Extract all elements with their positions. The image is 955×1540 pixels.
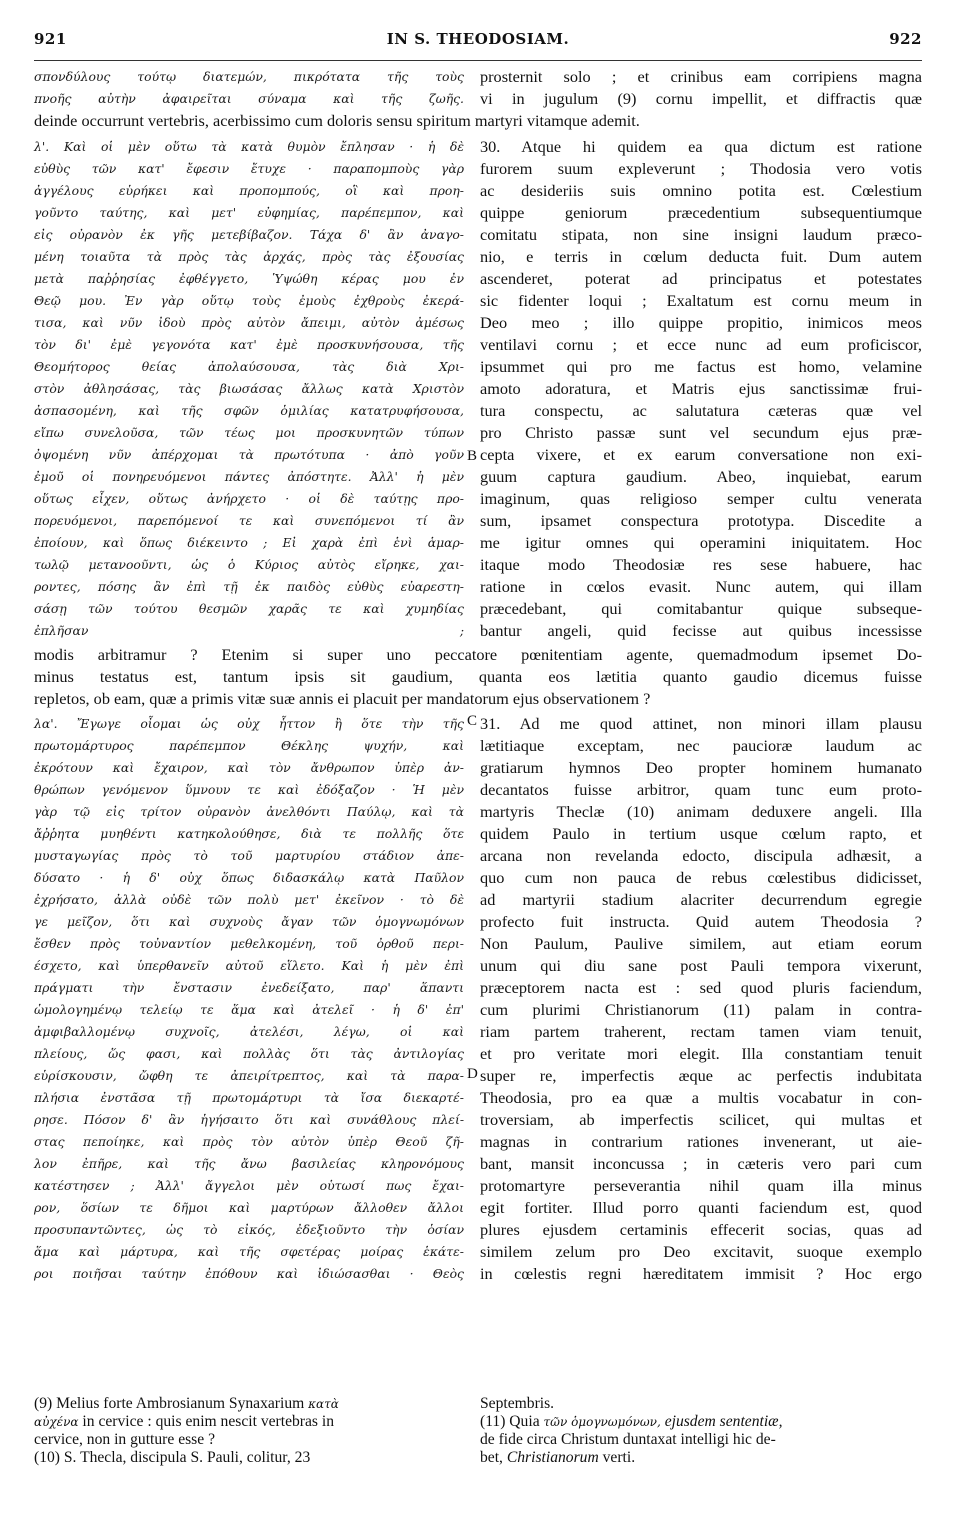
greek-line: δύσατο · ἡ δ' οὐχ ὅπως διδασκάλῳ κατὰ Παῦλον [34, 870, 464, 885]
greek-line: πνοῆς αὐτὴν ἀφαιρεῖται σύναμα καὶ τῆς ζωῆς. [34, 91, 464, 106]
latin-line: decantatos fuisse arbitror, quam tunc eum proto- [480, 780, 922, 799]
latin-line: tura conspectu, ac salutatura cæteras quæ vel [480, 401, 922, 420]
greek-line: λα'. Ἔγωγε οἶομαι ὡς οὐχ ἧττον ἢ ὅτε τὴν τῆς [34, 716, 464, 731]
footnote-11-cont: de fide circa Christum duntaxat intelligi hic de- [480, 1431, 776, 1448]
spanning-block-2 [34, 644, 922, 710]
greek-line: εἰς οὐρανὸν ἐκ γῆς μετεβίβαζον. Τάχα δ' ἂν ἀναγο- [34, 227, 464, 242]
page-number-right: 922 [889, 30, 922, 48]
latin-line: præceptorem nacta est : sed quod pluris faciendum, [480, 978, 922, 997]
greek-line: ἀσπασομένη, καὶ τῆς σφῶν ὁμιλίας κατατρυφήσουσα, [34, 403, 464, 418]
greek-line: σπονδύλους τούτῳ διατεμών, πικρότατα τῆς τοὺς [34, 69, 464, 84]
latin-top-block [480, 66, 922, 110]
latin-line: in cœlestis regni hæreditatem immisit ? Hoc ergo [480, 1264, 922, 1283]
latin-line: quippe geniorum præcedentium subsequentiumque [480, 203, 922, 222]
latin-line: nio, e terris in cœlum deducta fuit. Dum autem [480, 247, 922, 266]
latin-line: me igitur omnes qui operamini iniquitatem. Hoc [480, 533, 922, 552]
latin-line: arcana non revelanda edocto, discipula adhæsit, a [480, 846, 922, 865]
greek-line: ἐχρήσατο, ἀλλὰ οὐδὲ τῶν πολὺ μετ' ἐκεῖνον · τὸ δὲ [34, 892, 464, 907]
latin-line: egit fortiter. Illud porro quanti faciendum est, quod [480, 1198, 922, 1217]
greek-line: ὡμολογημένῳ τελείῳ τε ἅμα καὶ ἀτελεῖ · ἡ δ' ἐπ' [34, 1002, 464, 1017]
latin-line: imaginum, quas religioso semper cultu venerata [480, 489, 922, 508]
latin-section-31 [480, 713, 922, 1285]
greek-line: γε μεῖζον, ὅτι καὶ συχνοὺς ἄγαν τῶν ὁμογνωμόνων [34, 914, 464, 929]
latin-line: Non Paulum, Paulive similem, aut etiam eorum [480, 934, 922, 953]
greek-line: ρησε. Πόσον δ' ἂν ἡγήσαιτο ὅτι καὶ συνάθλους πλεί- [34, 1112, 464, 1127]
greek-line: στας πεποίηκε, καὶ πρὸς τὸν αὐτὸν ὑπὲρ Θεοῦ ζῆ- [34, 1134, 464, 1149]
header-rule [34, 60, 922, 61]
greek-line: γοῦντο ταύτης, καὶ μετ' εὐφημίας, παρέπεμπον, καὶ [34, 205, 464, 220]
greek-line: ἔσθεν πρὸς τοὐναντίον μεθελκομένη, τοῦ ὀρθοῦ περι- [34, 936, 464, 951]
latin-line: quo cum non pauca de rebus cœlestibus didicisset, [480, 868, 922, 887]
greek-line: ἅμα καὶ μάρτυρα, καὶ τῆς σφετέρας μοίρας ἑκάτε- [34, 1244, 464, 1259]
footnote-11-end: bet, Christianorum verti. [480, 1449, 636, 1466]
running-title: IN S. THEODOSIAM. [386, 30, 570, 48]
span-line: minus testatus est, tantum ipsis sit gaudium, quanta eos lætitia quanto gaudio dicemus fuisse [34, 667, 922, 686]
footnote-10: (10) S. Thecla, discipula S. Pauli, colitur, 23 [34, 1449, 311, 1466]
greek-line: ἐπλῆσαν ; [34, 623, 464, 638]
greek-line: ἐμοῦ οἱ πονηρευόμενοι πάντες ἀπόστητε. Ἀλλ' ἡ μὲν [34, 469, 464, 484]
latin-line: ac desideriis suis omnino potita est. Cœlestium [480, 181, 922, 200]
latin-line: unum qui diu sane post Pauli tempora vixerunt, [480, 956, 922, 975]
latin-line: 30. Atque hi quidem ea qua dictum est ratione [480, 137, 922, 156]
latin-line: pro Christo passæ sunt vel secundum ejus præ- [480, 423, 922, 442]
greek-line: σάσῃ τῶν τούτου θεσμῶν χαρᾶς τε καὶ χυμηδίας [34, 601, 464, 616]
greek-section-31 [34, 713, 464, 1285]
latin-line: Theodosia, pro ea quæ a multis vocabatur in con- [480, 1088, 922, 1107]
latin-line: Deo meo ; illo quippe propitio, inimicos meos [480, 313, 922, 332]
greek-line: τωλῷ μετανοοῦντι, ὡς ὁ Κύριος αὐτὸς εἴρηκε, χαι- [34, 557, 464, 572]
greek-section-30 [34, 136, 464, 642]
latin-line: super re, imperfectis æque ac perfectis indubitata [480, 1066, 922, 1085]
latin-line: furorem suum expleverunt ; Thodosia vero votis [480, 159, 922, 178]
greek-line: θρώπων γενόμενον ὕμνουν τε καὶ ἐδόξαζον · Ἡ μὲν [34, 782, 464, 797]
latin-line: vi in jugulum (9) cornu impellit, et diffractis quæ [480, 89, 922, 108]
greek-line: πράγματι τὴν ἔνστασιν ἐνεδείξατο, παρ' ἅπαντι [34, 980, 464, 995]
greek-line: ροντες, πόσης ἂν ἐπὶ τῇ ἐκ παιδὸς εὐθὺς εὐαρεστη- [34, 579, 464, 594]
latin-line: cum plurimi Christianorum (11) palam in contra- [480, 1000, 922, 1019]
greek-line: τὸν δι' ἐμὲ γεγονότα κατ' ἐμὲ προσκυνήσουσα, τῆς [34, 337, 464, 352]
margin-marker-c: C [467, 713, 478, 729]
latin-line: magnas in contrarium rationes invenerant, ut aie- [480, 1132, 922, 1151]
greek-line: ὀψομένη νῦν ἀπέρχομαι τὰ πρωτότυπα · ἀπὸ γοῦν [34, 447, 464, 462]
span-line: modis arbitramur ? Etenim si super uno peccatore pœnitentiam agente, quemadmodum ipsemet Do- [34, 645, 922, 664]
footnote-9: (9) Melius forte Ambrosianum Synaxarium κατὰ [34, 1395, 339, 1412]
span-line: repletos, ob eam, quæ a primis vitæ suæ annis ei placuit per mandatorum ejus observationem ? [34, 689, 651, 708]
greek-line: ἄῤῥητα μυηθέντι κατηκολούθησε, διὰ τε πολλῆς ὅτε [34, 826, 464, 841]
latin-line: et pro veritate mori elegit. Illa constantiam tenuit [480, 1044, 922, 1063]
latin-line: riam partem traherent, rectam tamen viam tenuit, [480, 1022, 922, 1041]
greek-line: ἐκρότουν καὶ ἔχαιρον, καὶ τὸν ἄνθρωπον ὑπὲρ ἀν- [34, 760, 464, 775]
greek-line: έσχετο, καὶ ὑπερθανεῖν αὐτοῦ εἵλετο. Καὶ ἡ μὲν ἐπὶ [34, 958, 464, 973]
latin-line: troversiam, ab imperfectis scilicet, qui multas et [480, 1110, 922, 1129]
page-number-left: 921 [34, 30, 67, 48]
running-header [34, 30, 922, 54]
latin-section-30 [480, 136, 922, 642]
greek-line: ἐποίουν, καὶ ὅπως διέκειντο ; Εἰ χαρὰ ἐπὶ ἑνὶ ἁμαρ- [34, 535, 464, 550]
greek-line: πλήσια ἐνστᾶσα τῇ πρωτομάρτυρι τὰ ἴσα διεκαρτέ- [34, 1090, 464, 1105]
latin-line: præcedebant, qui comitabantur quique subseque- [480, 599, 922, 618]
latin-line: lætitiaque exceptam, nec paucioræ laudum ac [480, 736, 922, 755]
margin-marker-b: B [467, 448, 478, 464]
latin-line: similem zelum pro Deo excitavit, suoque exemplo [480, 1242, 922, 1261]
latin-line: sum, ipsamet conspectura prototypa. Discedite a [480, 511, 922, 530]
greek-line: μένη τοιαῦτα τὰ πρὸς τὰς ἀρχάς, πρὸς τὰς ἐξουσίας [34, 249, 464, 264]
greek-line: λον ἐπῆρε, καὶ τῆς ἄνω βασιλείας κληρονόμους [34, 1156, 464, 1171]
footnote-9-cont: αὐχένα in cervice : quis enim nescit vertebras in [34, 1413, 335, 1430]
latin-line: ascenderet, poterat ad principatus et potestates [480, 269, 922, 288]
greek-line: οὕτως εἶχεν, οὕτως ἀνήρχετο · οἱ δὲ ταύτῃς προ- [34, 491, 464, 506]
greek-line: ροι ποιῆσαι ταύτην ἐπόθουν καὶ ἰδιώσασθαι · Θεὸς [34, 1266, 464, 1281]
greek-line: πορευόμενοι, παρεπόμενοί τε καὶ συνεπόμενοι τί ἂν [34, 513, 464, 528]
latin-line: amoto adoratura, et Matris ejus sanctissimæ frui- [480, 379, 922, 398]
greek-line: προσυπαντῶντες, ὡς τὸ εἰκός, ἐδεξιοῦντο τὴν ὁσίαν [34, 1222, 464, 1237]
latin-line: bantur angeli, quid fecisse aut quibus incessisse [480, 621, 922, 640]
footnotes-right [480, 1395, 922, 1467]
greek-line: γὰρ τῷ εἰς τρίτον οὐρανὸν ἀνελθόντι Παύλῳ, καὶ τὰ [34, 804, 464, 819]
greek-line: εὐθὺς τῶν κατ' ἔφεσιν ἔτυχε · παραπομποὺς γὰρ [34, 161, 464, 176]
greek-line: λ'. Καὶ οἱ μὲν οὕτω τὰ κατὰ θυμὸν ἔπλησαν · ἡ δὲ [34, 139, 464, 154]
latin-line: cepta vixere, et ex earum conversatione non exi- [480, 445, 922, 464]
latin-line: 31. Ad me quod attinet, non minori illam plausu [480, 714, 922, 733]
greek-line: Θεομήτορος θείας ἀπολαύσουσα, τὰς διὰ Χρι- [34, 359, 464, 374]
footnote-11: (11) Quia τῶν ὁμογνωμόνων, ejusdem sententiæ, [480, 1413, 783, 1430]
latin-line: gratiarum hymnos Deo propter hominem humanato [480, 758, 922, 777]
greek-line: μυσταγωγίας πρὸς τὸ τοῦ μαρτυρίου στάδιον ἀπε- [34, 848, 464, 863]
greek-line: εἴπω συνελοῦσα, τῶν τέως μοι προσκυνητῶν τύπων [34, 425, 464, 440]
footnote-9-end: cervice, non in gutture esse ? [34, 1431, 215, 1448]
latin-line: quidem Paulo in tertium usque cœlum rapto, et [480, 824, 922, 843]
footnote-10-end: Septembris. [480, 1395, 555, 1412]
greek-line: Θεῷ μου. Ἐν γὰρ οὕτῳ τοὺς ἐμοὺς ἐχθροὺς ἐκερά- [34, 293, 464, 308]
latin-line: protomartyre perseverantia nihil quam illa minus [480, 1176, 922, 1195]
greek-line: εὑρίσκουσιν, ὤφθη τε ἀπειρίτρεπτος, καὶ τὰ παρα- [34, 1068, 464, 1083]
greek-line: τισα, καὶ νῦν ἰδοὺ πρὸς αὐτὸν ἄπειμι, αὐτὸν ἀμέσως [34, 315, 464, 330]
margin-marker-d: D [467, 1066, 478, 1082]
latin-line: prosternit solo ; et crinibus eam corripiens magna [480, 67, 922, 86]
latin-line: bant, mansit inconcussa ; in cæteris vero pari cum [480, 1154, 922, 1173]
latin-line: ratione in cœlos evasit. Nunc autem, qui illam [480, 577, 922, 596]
spanning-line-1: deinde occurrunt vertebris, acerbissimo cum doloris sensu spiritum martyri vitamque ademit. [34, 111, 640, 130]
greek-line: πρωτομάρτυρος παρέπεμπον Θέκλης ψυχήν, καὶ [34, 738, 464, 753]
footnotes-left [34, 1395, 464, 1467]
latin-line: ventilavi cornu ; et ecce nunc ad eum proficiscor, [480, 335, 922, 354]
greek-line: πλείους, ὥς φασι, καὶ πολλὰς ὅτι τὰς ἀντιλογίας [34, 1046, 464, 1061]
latin-line: plures ejusdem certaminis effecerit socias, quas ad [480, 1220, 922, 1239]
greek-line: ἀγγέλους εὑρήκει καὶ προπομπούς, οἳ καὶ προη- [34, 183, 464, 198]
greek-line: κατέστησεν ; Ἀλλ' ἄγγελοι μὲν οὑτωσί πως ἔχαι- [34, 1178, 464, 1193]
greek-line: ρον, ὅσίων τε δῆμοι καὶ μαρτύρων ἄλλοθεν ἄλλοι [34, 1200, 464, 1215]
greek-line: μετὰ παῤῥησίας ἐφθέγγετο, Ὑψώθη κέρας μου ἐν [34, 271, 464, 286]
latin-line: guum captura gaudium. Abeo, inquiebat, earum [480, 467, 922, 486]
latin-line: ad martyrii stadium alacriter decurrendum egregie [480, 890, 922, 909]
latin-line: profecto fuit instructa. Quid autem Theodosia ? [480, 912, 922, 931]
latin-line: martyris Theclæ (10) animam deduxere angeli. Illa [480, 802, 922, 821]
latin-line: itaque modo Theodosiæ res sese habuere, hac [480, 555, 922, 574]
greek-top-block [34, 66, 464, 110]
latin-line: ipsummet qui pro me factus est homo, velamine [480, 357, 922, 376]
greek-line: στὸν ἀθλησάσας, τὰς βιωσάσας ἄλλως κατὰ Χριστὸν [34, 381, 464, 396]
greek-line: ἀμφιβαλλομένῳ συχνοῖς, ἀτελέσι, λέγω, οἱ καὶ [34, 1024, 464, 1039]
latin-line: sic fidenter loqui ; Exaltatum est cornu meum in [480, 291, 922, 310]
latin-line: comitatu stipata, non sine insigni laudum præco- [480, 225, 922, 244]
